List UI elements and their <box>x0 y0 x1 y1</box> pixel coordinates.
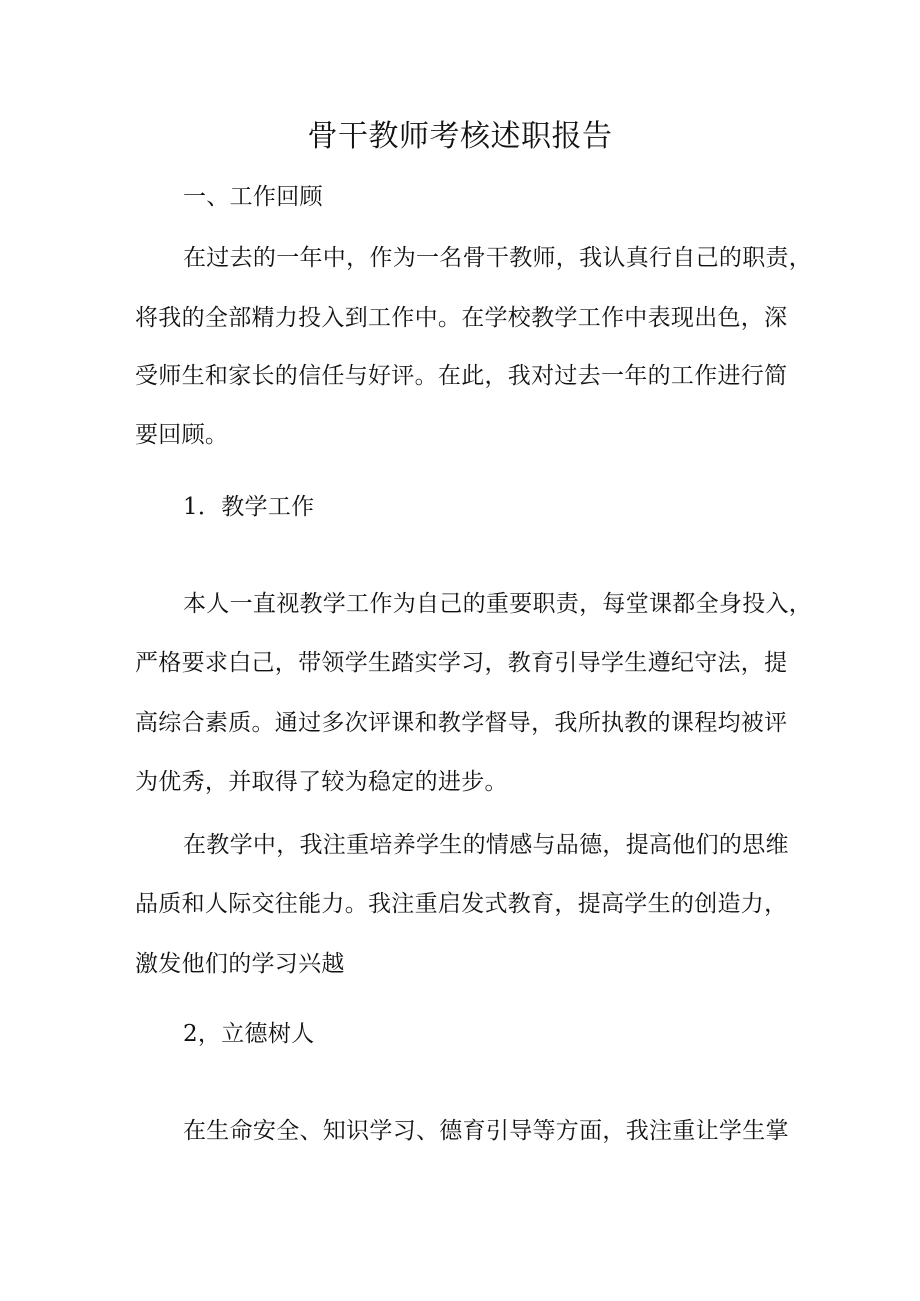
teaching-paragraph-1-line-3: 高综合素质。通过多次评课和教学督导，我所执教的课程均被评 <box>135 710 788 736</box>
teaching-paragraph-1-line-2: 严格要求白己，带领学生踏实学习，教育引导学生遵纪守法，提 <box>135 650 788 676</box>
section-heading-work-review: 一、工作回顾 <box>183 184 323 210</box>
intro-paragraph-line-3: 受师生和家长的信任与好评。在此，我对过去一年的工作进行简 <box>135 363 788 389</box>
teaching-paragraph-2-line-3: 激发他们的学习兴越 <box>135 951 345 977</box>
teaching-paragraph-2-line-2: 品质和人际交往能力。我注重启发式教育，提高学生的创造力， <box>135 891 788 917</box>
intro-paragraph-line-4: 要回顾。 <box>135 422 229 448</box>
teaching-paragraph-2-line-1: 在教学中，我注重培养学生的情感与品德，提高他们的思维 <box>183 832 789 858</box>
intro-paragraph-line-1: 在过去的一年中，作为一名骨干教师，我认真行自己的职责， <box>183 245 813 271</box>
intro-paragraph-line-2: 将我的全部精力投入到工作中。在学校教学工作中表现出色，深 <box>135 305 788 331</box>
document-title: 骨干教师考核述职报告 <box>307 119 613 154</box>
morality-paragraph-line-1: 在生命安全、知识学习、德育引导等方面，我注重让学生掌 <box>183 1118 789 1144</box>
teaching-paragraph-1-line-4: 为优秀，并取得了较为稳定的进步。 <box>135 769 508 795</box>
subheading-teaching-work: 1．教学工作 <box>183 494 315 520</box>
subheading-moral-education: 2，立德树人 <box>183 1021 315 1047</box>
teaching-paragraph-1-line-1: 本人一直视教学工作为自己的重要职责，每堂课都全身投入， <box>183 591 813 617</box>
